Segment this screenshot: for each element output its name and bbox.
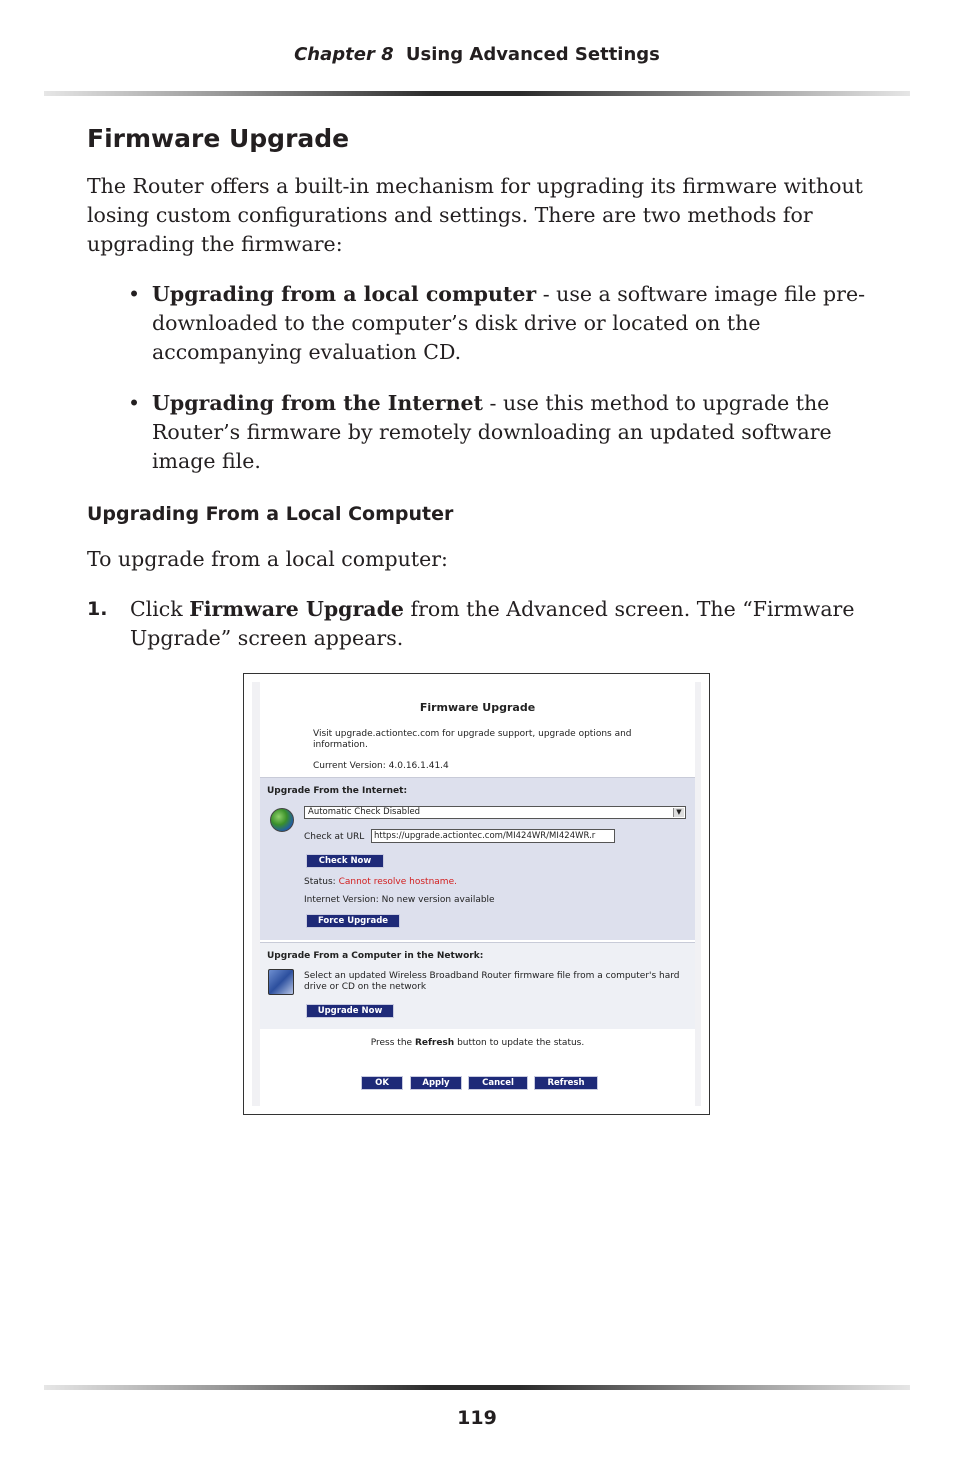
upgrade-now-button[interactable]: Upgrade Now	[306, 1004, 394, 1018]
section-title: Firmware Upgrade	[87, 124, 350, 153]
force-upgrade-button[interactable]: Force Upgrade	[306, 914, 400, 928]
step-suffix: from the Advanced screen. The “Firmware Upgrade” screen appears.	[130, 597, 855, 650]
select-value: Automatic Check Disabled	[308, 807, 421, 817]
step-prefix: Click	[130, 597, 190, 621]
page-number: 119	[457, 1407, 497, 1429]
auto-check-select[interactable]	[304, 806, 686, 819]
refresh-note	[260, 1038, 695, 1048]
globe-icon	[270, 808, 294, 832]
bullet-bold: Upgrading from the Internet	[152, 391, 484, 415]
status-value: Cannot resolve hostname.	[338, 877, 457, 887]
computer-section-description: Select an updated Wireless Broadband Router firmware file from a computer's hard drive or CD on the network	[304, 971, 680, 992]
screenshot-title: Firmware Upgrade	[419, 701, 536, 714]
screenshot-frame	[252, 682, 701, 1106]
cancel-button[interactable]: Cancel	[468, 1076, 528, 1090]
ok-button[interactable]: OK	[361, 1076, 403, 1090]
step-bold: Firmware Upgrade	[189, 597, 404, 621]
step-number: 1.	[87, 598, 108, 620]
bullet-text: - use a software image file pre-downloaded to the computer’s disk drive or located on the accompanying evaluation CD.	[152, 282, 866, 364]
chapter-label: Chapter 8	[294, 44, 394, 65]
lead-paragraph: To upgrade from a local computer:	[87, 547, 448, 571]
visit-text: Visit upgrade.actiontec.com for upgrade support, upgrade options and information.	[313, 729, 632, 750]
refresh-button[interactable]: Refresh	[534, 1076, 598, 1090]
computer-section-heading: Upgrade From a Computer in the Network:	[267, 951, 484, 961]
url-label: Check at URL	[304, 832, 365, 842]
bullet-local-computer	[128, 280, 872, 367]
status-label: Status:	[304, 877, 336, 887]
bullet-text: - use this method to upgrade the Router’s firmware by remotely downloading an updated software image file.	[152, 391, 832, 473]
running-header	[0, 44, 954, 65]
subsection-title: Upgrading From a Local Computer	[87, 503, 454, 525]
step-1	[87, 595, 880, 653]
status-line	[304, 877, 457, 887]
chapter-title: Using Advanced Settings	[405, 44, 660, 65]
internet-section-heading: Upgrade From the Internet:	[267, 786, 408, 796]
footer-rule	[44, 1385, 910, 1390]
screenshot-panel	[260, 682, 695, 1106]
chevron-down-icon[interactable]: ▼	[673, 808, 684, 817]
check-now-button[interactable]: Check Now	[306, 854, 384, 868]
current-version: Current Version: 4.0.16.1.41.4	[313, 761, 449, 771]
url-input[interactable]: https://upgrade.actiontec.com/MI424WR/MI424WR.r	[371, 829, 615, 843]
bullet-dot: •	[128, 391, 141, 415]
bullet-bold: Upgrading from a local computer	[152, 282, 537, 306]
header-rule	[44, 91, 910, 96]
bullet-internet	[128, 389, 872, 476]
internet-version: Internet Version: No new version available	[304, 895, 495, 905]
refresh-note-bold: Refresh	[414, 1038, 455, 1048]
computer-icon	[268, 969, 294, 995]
refresh-note-prefix: Press the	[370, 1038, 415, 1048]
intro-paragraph: The Router offers a built-in mechanism for upgrading its firmware without losing custom configurations and settings. There are two methods for upgrading the firmware:	[87, 174, 863, 256]
apply-button[interactable]: Apply	[410, 1076, 462, 1090]
firmware-upgrade-screenshot	[243, 673, 710, 1115]
refresh-note-suffix: button to update the status.	[454, 1038, 585, 1048]
bullet-dot: •	[128, 282, 141, 306]
computer-upgrade-section	[260, 942, 695, 1029]
internet-upgrade-section	[260, 777, 695, 940]
